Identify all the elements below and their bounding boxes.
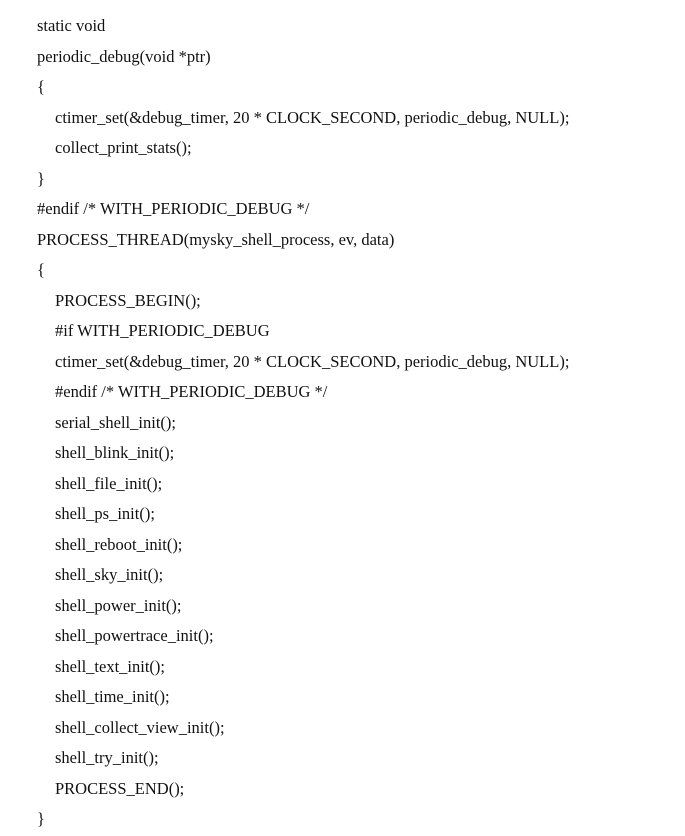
code-line: #endif /* WITH_PERIODIC_DEBUG */ xyxy=(55,382,328,401)
code-line: static void xyxy=(37,16,106,35)
code-line: } xyxy=(37,809,45,828)
code-line: periodic_debug(void *ptr) xyxy=(37,46,211,66)
code-listing xyxy=(37,11,569,835)
code-line: serial_shell_init(); xyxy=(55,412,176,432)
code-line: shell_reboot_init(); xyxy=(55,534,183,554)
code-line: shell_time_init(); xyxy=(55,687,170,706)
code-line: shell_powertrace_init(); xyxy=(55,626,214,645)
code-line: PROCESS_THREAD(mysky_shell_process, ev, data) xyxy=(37,229,395,249)
code-line: { xyxy=(37,260,45,279)
code-line: shell_blink_init(); xyxy=(55,443,175,462)
code-line: shell_power_init(); xyxy=(55,595,182,615)
code-line: shell_sky_init(); xyxy=(55,565,164,584)
code-line: collect_print_stats(); xyxy=(55,138,192,157)
code-line: #if WITH_PERIODIC_DEBUG xyxy=(55,321,270,340)
code-line: shell_try_init(); xyxy=(55,748,159,767)
code-line: } xyxy=(37,168,45,188)
code-line: PROCESS_END(); xyxy=(55,778,185,798)
code-line: shell_ps_init(); xyxy=(55,504,155,523)
code-line: ctimer_set(&debug_timer, 20 * CLOCK_SECOND, periodic_debug, NULL); xyxy=(55,351,570,371)
code-line: #endif /* WITH_PERIODIC_DEBUG */ xyxy=(37,199,310,218)
code-line: shell_file_init(); xyxy=(55,473,163,493)
code-line: shell_collect_view_init(); xyxy=(55,717,225,737)
code-line: shell_text_init(); xyxy=(55,656,165,676)
code-line: ctimer_set(&debug_timer, 20 * CLOCK_SECOND, periodic_debug, NULL); xyxy=(55,107,570,127)
code-line: PROCESS_BEGIN(); xyxy=(55,290,201,310)
code-line: { xyxy=(37,77,45,96)
